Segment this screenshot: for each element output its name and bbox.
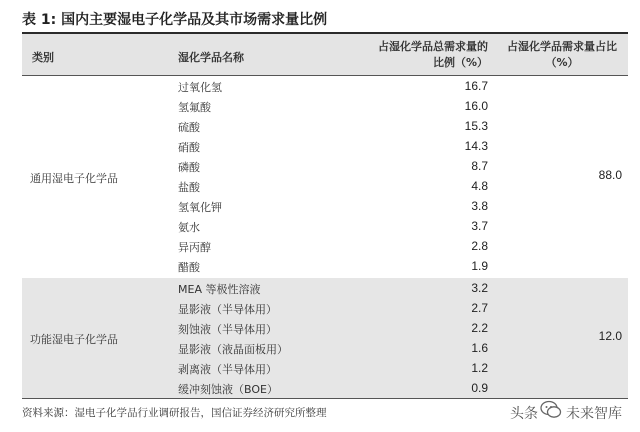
row-name: 异丙醇 [178,241,211,254]
row-value: 4.8 [471,179,488,193]
header-name: 湿化学品名称 [178,51,244,64]
row-name: 过氧化氢 [178,81,222,94]
row-name: 显影液（液晶面板用） [178,343,288,356]
row-value: 3.7 [471,219,488,233]
row-value: 1.2 [471,361,488,375]
table-row [22,256,628,276]
row-name: 显影液（半导体用） [178,303,277,316]
table-row [22,216,628,236]
group-functional [22,278,628,399]
row-name: 刻蚀液（半导体用） [178,323,277,336]
table-row [22,338,628,358]
table-row [22,116,628,136]
row-value: 14.3 [464,139,488,153]
table-row [22,156,628,176]
row-value: 8.7 [471,159,488,173]
row-value: 3.2 [471,281,488,295]
header-share-line2: （%） [545,56,579,69]
table-row [22,278,628,298]
table-row [22,96,628,116]
table-row [22,176,628,196]
group-label: 通用湿电子化学品 [30,172,118,185]
row-value: 2.8 [471,239,488,253]
group-share: 88.0 [598,168,622,182]
table-header [22,34,628,76]
table-title: 表 1: 国内主要湿电子化学品及其市场需求量比例 [22,12,328,28]
table-row [22,378,628,398]
source-note: 资料来源：湿电子化学品行业调研报告，国信证券经济研究所整理 [22,407,327,419]
header-ratio [338,39,488,71]
row-name: 盐酸 [178,181,200,194]
row-name: 醋酸 [178,261,200,274]
row-name: 磷酸 [178,161,200,174]
row-value: 16.0 [464,99,488,113]
group-general [22,76,628,278]
group-label: 功能湿电子化学品 [30,333,118,346]
row-value: 0.9 [471,381,488,395]
watermark-right: 未来智库 [566,406,622,422]
group-share: 12.0 [598,329,622,343]
row-value: 1.9 [471,259,488,273]
table-row [22,298,628,318]
row-name: 缓冲刻蚀液（BOE） [178,383,278,396]
row-value: 16.7 [464,79,488,93]
wechat-icon [540,400,562,420]
table-row [22,196,628,216]
table-row [22,318,628,338]
row-value: 2.2 [471,321,488,335]
row-value: 1.6 [471,341,488,355]
row-name: 剥离液（半导体用） [178,363,277,376]
row-name: 氨水 [178,221,200,234]
header-category: 类别 [32,51,54,64]
header-ratio-line1: 占湿化学品总需求量的 [378,40,488,53]
watermark [510,398,638,428]
row-name: 氢氟酸 [178,101,211,114]
header-ratio-line2: 比例（%） [432,56,488,69]
row-value: 15.3 [464,119,488,133]
row-value: 3.8 [471,199,488,213]
table-row [22,76,628,96]
table-title-bar [22,6,628,34]
row-value: 2.7 [471,301,488,315]
table-row [22,358,628,378]
table-row [22,136,628,156]
row-name: MEA 等极性溶液 [178,283,261,296]
table-row [22,236,628,256]
row-name: 硫酸 [178,121,200,134]
row-name: 硝酸 [178,141,200,154]
watermark-left: 头条 [510,406,538,422]
header-share [500,39,624,71]
row-name: 氢氧化钾 [178,201,222,214]
header-share-line1: 占湿化学品需求量占比 [507,40,617,53]
